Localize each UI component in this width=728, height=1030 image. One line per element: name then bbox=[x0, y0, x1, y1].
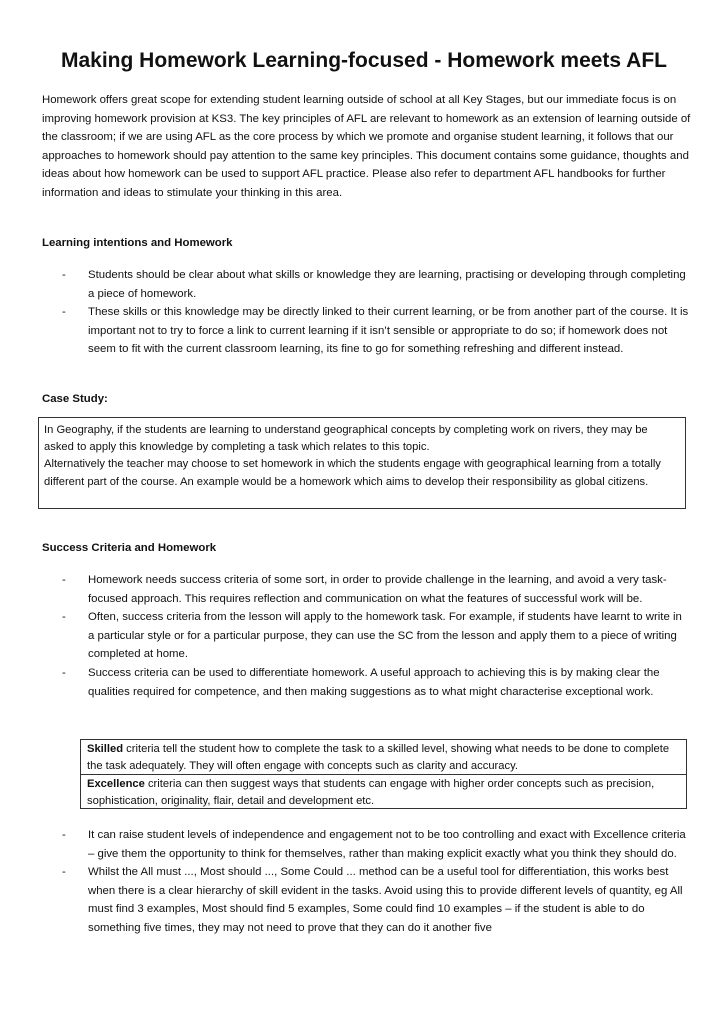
list-item bbox=[42, 608, 690, 664]
learning-intentions-heading: Learning intentions and Homework bbox=[42, 237, 233, 249]
skilled-criteria-row bbox=[81, 740, 686, 774]
success-criteria-list-continued bbox=[42, 826, 690, 938]
bullet-dash: - bbox=[62, 666, 66, 679]
bullet-dash: - bbox=[62, 829, 66, 841]
list-item-text: These skills or this knowledge may be directly linked to their current learning, or be from another part of the course. It is important not to try to force a link to current learning if it isn’t sensible or appropriate to do so; if homework does not seem to fit with the current classroom learning, its fine to go for something refreshing and different instead. bbox=[88, 306, 689, 356]
case-study-paragraph: Alternatively the teacher may choose to set homework in which the students engage with geographical learning from a totally different part of the course. An example would be a homework which aims to develop their responsibility as global citizens. bbox=[44, 458, 661, 488]
case-study-paragraph: In Geography, if the students are learning to understand geographical concepts by completing work on rivers, they may be asked to apply this knowledge by completing a task which relates to this topic. bbox=[44, 424, 648, 454]
excellence-term: Excellence bbox=[87, 778, 145, 790]
list-item-text: Homework needs success criteria of some sort, in order to provide challenge in the learning, and avoid a very task-focused approach. This requires reflection and communication on what the features of successful work will be. bbox=[88, 574, 667, 605]
skilled-term: Skilled bbox=[87, 743, 124, 755]
list-item bbox=[42, 266, 690, 303]
success-criteria-list bbox=[42, 571, 690, 701]
case-study-box bbox=[38, 417, 686, 509]
list-item-text: Often, success criteria from the lesson will apply to the homework task. For example, if students have learnt to write in a particular style or for a particular purpose, they can use the SC from the lesson and apply them to a piece of writing completed at home. bbox=[88, 611, 682, 661]
list-item bbox=[42, 303, 690, 359]
learning-intentions-list bbox=[42, 266, 690, 359]
excellence-text: criteria can then suggest ways that students can engage with higher order concepts such as precision, sophistication, originality, flair, detail and development etc. bbox=[87, 778, 655, 808]
page-title: Making Homework Learning-focused - Homework meets AFL bbox=[61, 49, 667, 72]
list-item-text: Whilst the All must ..., Most should ..., Some Could ... method can be a useful tool for differentiation, this works best when there is a clear hierarchy of skill evident in the tasks. Avoid using this to provide different levels of quantity, eg All must find 3 examples, Most should find 5 examples, Some could find 10 examples – if the student is able to do something five times, they may not need to prove that they can do it another five bbox=[88, 866, 683, 934]
list-item-text: It can raise student levels of independence and engagement not to be too controlling and exact with Excellence criteria – give them the opportunity to think for themselves, rather than making explicit exactly what you think they should do. bbox=[88, 829, 686, 860]
case-study-heading: Case Study: bbox=[42, 393, 108, 405]
list-item-text: Success criteria can be used to differentiate homework. A useful approach to achieving this is by making clear the qualities required for competence, and then making suggestions as to what might characterise exceptional work. bbox=[88, 666, 660, 698]
bullet-dash: - bbox=[62, 269, 66, 281]
bullet-dash: - bbox=[62, 306, 66, 319]
success-criteria-heading: Success Criteria and Homework bbox=[42, 542, 217, 554]
criteria-box bbox=[80, 739, 687, 809]
excellence-criteria-row bbox=[81, 774, 686, 808]
bullet-dash: - bbox=[62, 611, 66, 624]
bullet-dash: - bbox=[62, 866, 66, 879]
list-item bbox=[42, 571, 690, 608]
list-item bbox=[42, 863, 690, 937]
skilled-text: criteria tell the student how to complete the task to a skilled level, showing what needs to be done to complete the task adequately. They will often engage with concepts such as clarity and accuracy. bbox=[87, 743, 670, 773]
list-item-text: Students should be clear about what skills or knowledge they are learning, practising or developing through completing a piece of homework. bbox=[88, 269, 686, 300]
list-item bbox=[42, 664, 690, 701]
bullet-dash: - bbox=[62, 574, 66, 586]
intro-paragraph: Homework offers great scope for extending student learning outside of school at all Key Stages, but our immediate focus is on improving homework provision at KS3. The key principles of AFL are relevant to homework as an extension of learning outside of the classroom; if we are using AFL as the core process by which we promote and organise student learning, it follows that our approaches to homework should pay attention to the same key principles. This document contains some guidance, thoughts and ideas about how homework can be used to support AFL practice. Please also refer to department AFL handbooks for further information and ideas to stimulate your thinking in this area. bbox=[42, 94, 691, 199]
list-item bbox=[42, 826, 690, 863]
